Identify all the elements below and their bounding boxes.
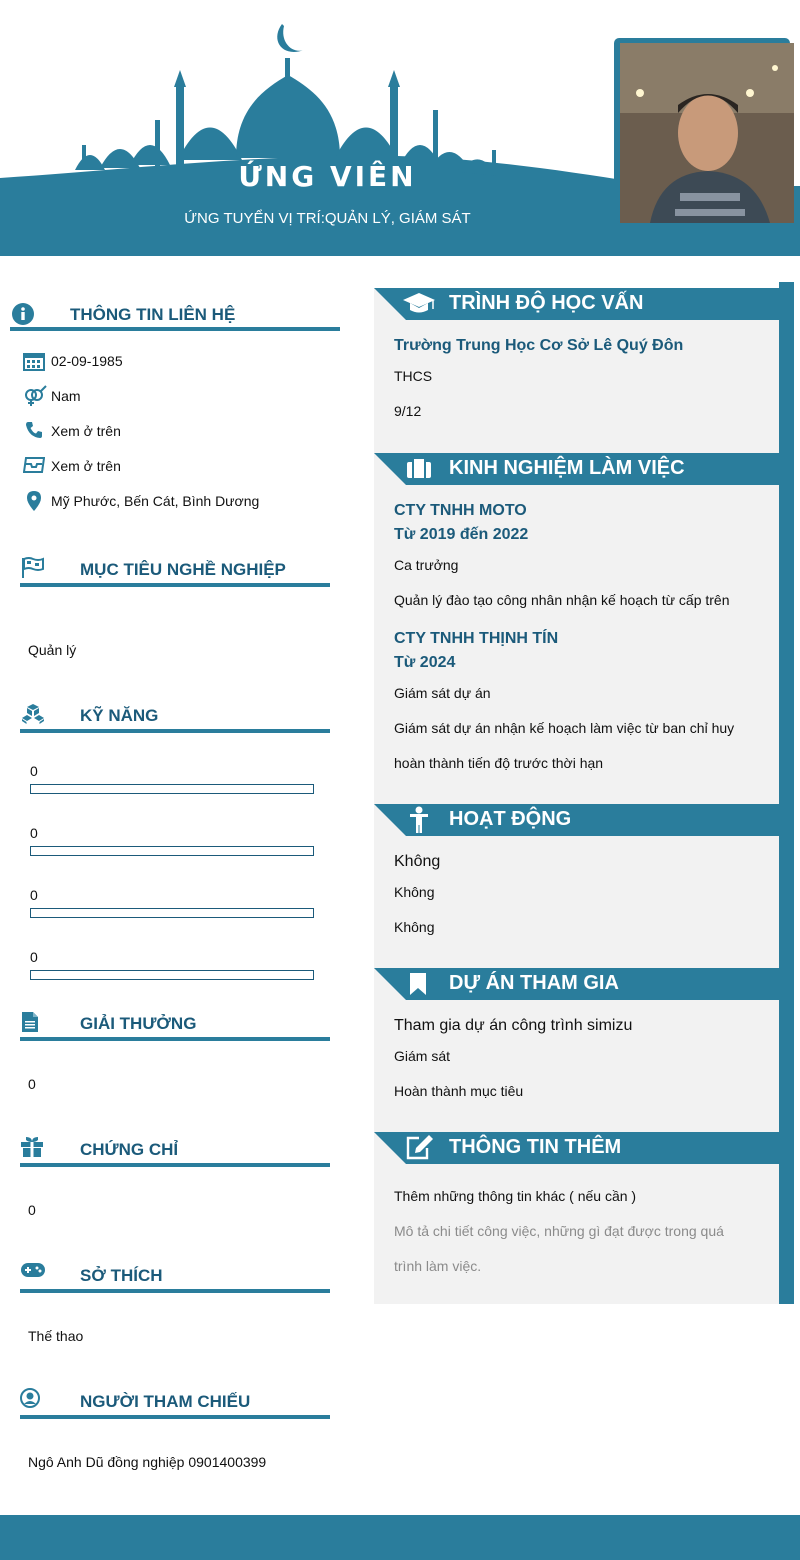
job-company: CTY TNHH MOTO: [394, 502, 527, 519]
project-role: Giám sát: [394, 1048, 451, 1064]
section-divider: [20, 1037, 330, 1041]
experience-section-header: [374, 453, 794, 485]
references-title: NGƯỜI THAM CHIẾU: [80, 1392, 251, 1411]
job-period: Từ 2024: [394, 654, 456, 671]
extra-info-section-header: [374, 1132, 794, 1164]
experience-title: KINH NGHIỆM LÀM VIỆC: [449, 457, 685, 479]
contact-phone: Xem ở trên: [51, 423, 121, 439]
skill-name: 0: [30, 949, 38, 965]
activities-section-header: [374, 804, 794, 836]
edit-icon: [405, 1134, 435, 1165]
job-description: Quản lý đào tạo công nhân nhận kế hoạch từ cấp trên: [394, 592, 730, 608]
section-divider: [20, 1163, 330, 1167]
contact-gender: Nam: [51, 388, 81, 404]
education-grade: 9/12: [394, 403, 422, 419]
applied-position: ỨNG TUYỂN VỊ TRÍ:QUẢN LÝ, GIÁM SÁT: [184, 210, 471, 227]
job-description: hoàn thành tiến độ trước thời hạn: [394, 755, 604, 771]
section-divider: [20, 729, 330, 733]
activities-title: HOẠT ĐỘNG: [449, 808, 572, 830]
document-icon: [21, 1011, 39, 1038]
projects-section-header: [374, 968, 794, 1000]
objective-text: Quản lý: [28, 642, 77, 658]
skill-name: 0: [30, 887, 38, 903]
job-company: CTY TNHH THỊNH TÍN: [394, 630, 559, 647]
contact-email: Xem ở trên: [51, 458, 121, 474]
extra-info-hint: trình làm việc.: [394, 1258, 482, 1274]
section-divider: [20, 583, 330, 587]
cv-header: [0, 0, 800, 256]
briefcase-icon: [406, 457, 432, 484]
flag-icon: [21, 557, 45, 584]
awards-text: 0: [28, 1076, 36, 1092]
projects-title: DỰ ÁN THAM GIA: [449, 972, 619, 994]
contact-title: THÔNG TIN LIÊN HỆ: [70, 305, 236, 324]
contact-address: Mỹ Phước, Bến Cát, Bình Dương: [51, 493, 260, 509]
references-text: Ngô Anh Dũ đồng nghiệp 0901400399: [28, 1454, 267, 1470]
awards-title: GIẢI THƯỞNG: [80, 1014, 197, 1033]
certificates-title: CHỨNG CHỈ: [80, 1140, 179, 1159]
contact-birthdate: 02-09-1985: [51, 353, 123, 369]
location-icon: [27, 491, 41, 516]
skill-name: 0: [30, 763, 38, 779]
activity-name: Không: [394, 853, 441, 870]
project-name: Tham gia dự án công trình simizu: [394, 1017, 633, 1034]
phone-icon: [25, 421, 43, 444]
section-divider: [20, 1415, 330, 1419]
education-degree: THCS: [394, 368, 433, 384]
certificates-text: 0: [28, 1202, 36, 1218]
skill-name: 0: [30, 825, 38, 841]
hobbies-text: Thế thao: [28, 1328, 84, 1344]
objective-title: MỤC TIÊU NGHỀ NGHIỆP: [80, 560, 286, 579]
cubes-icon: [20, 703, 46, 730]
job-description: Giám sát dự án nhận kế hoạch làm việc từ ban chỉ huy: [394, 720, 735, 736]
education-section-header: [374, 288, 794, 320]
candidate-name: ỨNG VIÊN: [238, 160, 417, 193]
skills-title: KỸ NĂNG: [80, 706, 159, 725]
skill-level-bar: [30, 970, 314, 980]
job-role: Giám sát dự án: [394, 685, 491, 701]
person-icon: [408, 806, 430, 839]
education-title: TRÌNH ĐỘ HỌC VẤN: [449, 292, 644, 314]
activity-description: Không: [394, 919, 435, 935]
project-description: Hoàn thành mục tiêu: [394, 1083, 524, 1099]
education-school: Trường Trung Học Cơ Sở Lê Quý Đôn: [394, 337, 684, 354]
graduation-cap-icon: [402, 289, 436, 322]
extra-info-title: THÔNG TIN THÊM: [449, 1136, 622, 1158]
email-icon: [23, 456, 45, 479]
job-role: Ca trưởng: [394, 557, 459, 573]
extra-info-hint: Mô tả chi tiết công việc, những gì đạt được trong quá: [394, 1223, 724, 1239]
calendar-icon: [23, 351, 45, 376]
activity-role: Không: [394, 884, 435, 900]
extra-info-text: Thêm những thông tin khác ( nếu cần ): [394, 1188, 637, 1204]
cv-footer-band: [0, 1515, 800, 1560]
gift-icon: [20, 1136, 44, 1163]
bookmark-icon: [409, 972, 427, 1001]
gamepad-icon: [20, 1262, 46, 1283]
section-divider: [20, 1289, 330, 1293]
user-circle-icon: [20, 1388, 40, 1413]
gender-icon: [22, 385, 48, 412]
profile-photo: [620, 43, 794, 223]
hobbies-title: SỞ THÍCH: [80, 1266, 163, 1285]
section-divider: [10, 327, 340, 331]
job-period: Từ 2019 đến 2022: [394, 526, 529, 543]
skill-level-bar: [30, 908, 314, 918]
skill-level-bar: [30, 846, 314, 856]
skill-level-bar: [30, 784, 314, 794]
